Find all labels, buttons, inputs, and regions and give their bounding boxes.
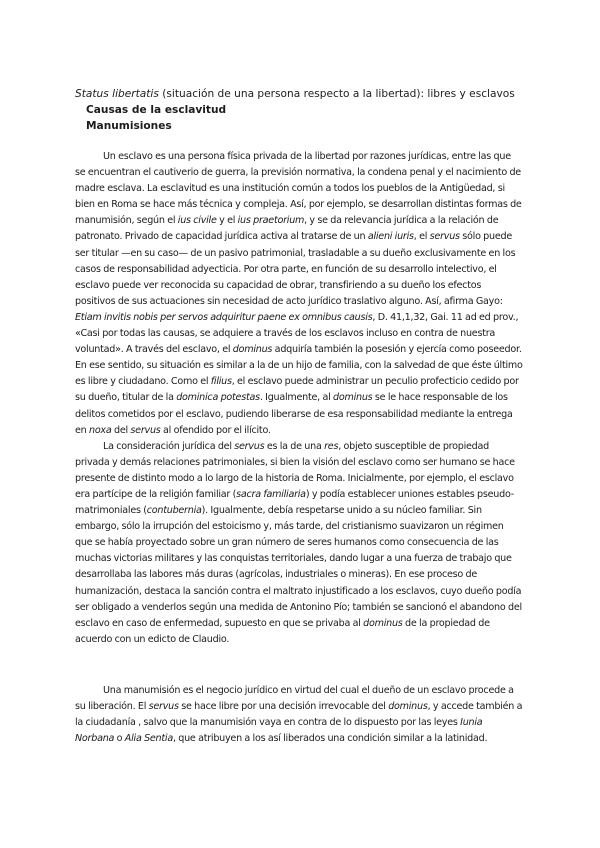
text-run: sólo puede ser titular —en su caso— de un pasivo patrimonial, trasladable a su dueño exclusivamente en los casos de responsabilidad adyecticia. Por otra parte, en función de su desarrollo intelectivo, el esclavo puede ver reconocida su capacidad de obrar, transfiriendo a su dueño los efectos positivos de sus actuaciones sin necesidad de acto jurídico traslativo alguno. Así, afirma Gayo:	[75, 231, 516, 307]
italic-term: dominus	[388, 701, 428, 713]
text-run: , y accede también a la ciudadanía , salvo que la manumisión vaya en contra de lo dispuesto por las leyes	[75, 701, 523, 729]
text-run: ). Igualmente, debía respetarse unido a su núcleo familiar. Sin embargo, sólo la irrupción del estoicismo y, más tarde, del cristianismo suavizaron un régimen que se había proyectado sobre un gran número de seres humanos como consecuencia de las muchas victorias militares y las conquistas territoriales, dando lugar a una fuerza de trabajo que desarrollaba las labores más duras (agrícolas, industriales o mineras). En ese proceso de humanización, destaca la sanción contra el maltrato injustificado a los esclavos, cuyo dueño podía ser obligado a venderlos según una medida de Antonino Pío; también se sancionó el abandono del esclavo en caso de enfermedad, supuesto en que se privaba al	[75, 505, 522, 629]
text-run: y el	[216, 215, 238, 227]
text-run: se hace libre por una decisión irrevocable del	[178, 701, 389, 713]
text-run: La consideración jurídica del	[103, 440, 235, 452]
text-run: , que atribuyen a los así liberados una condición similar a la latinidad.	[172, 733, 488, 745]
italic-term: servus	[130, 424, 161, 436]
body-text-top	[75, 149, 523, 648]
title-rest: (situación de una persona respecto a la libertad): libres y esclavos	[158, 88, 515, 100]
text-run: , D. 41,1,32, Gai. 11 ad ed prov., «Casi por todas las causas, se adquiere a través de los esclavos incluso en contra de nuestra voluntad». A través del esclavo, el	[75, 311, 519, 356]
italic-term: ius civile	[177, 215, 217, 227]
subheading-causes: Causas de la esclavitud	[86, 104, 227, 116]
italic-term: filius	[210, 376, 232, 388]
italic-term: res	[324, 440, 339, 452]
text-run: se le hace responsable de los delitos cometidos por el esclavo, pudiendo liberarse de esa responsabilidad mediante la entrega en	[75, 392, 513, 436]
text-run: al ofendido por el ilícito.	[160, 424, 271, 436]
title-italic: Status libertatis	[75, 88, 159, 100]
text-run: del	[111, 424, 131, 436]
text-run: , el	[413, 231, 430, 243]
text-run: , el esclavo puede administrar un peculio profecticio cedido por su dueño, titular de la	[75, 376, 519, 404]
body-text-bottom	[75, 683, 523, 747]
text-run: . Igualmente, al	[259, 392, 334, 404]
italic-term: contubernia	[146, 505, 202, 517]
paragraph-2	[75, 439, 523, 648]
italic-term: Iunia Norbana	[75, 717, 483, 745]
italic-term: dominus	[333, 392, 373, 404]
italic-term: alieni iuris	[367, 231, 414, 243]
text-run: Una manumisión es el negocio jurídico en virtud del cual el dueño de un esclavo procede a su liberación. El	[75, 685, 514, 713]
section-title	[75, 86, 555, 103]
text-run: de la propiedad de acuerdo con un edicto de Claudio.	[75, 617, 490, 645]
text-run: , objeto susceptible de propiedad privada y demás relaciones patrimoniales, si bien la visión del esclavo como ser humano se hace presente de distinto modo a lo largo de la historia de Roma. Inicialmente, por ejemplo, el esclavo era partícipe de la religión familiar (	[75, 440, 515, 500]
italic-quote: Etiam invitis nobis per servos adquiritur paene ex omnibus causis	[75, 311, 373, 323]
text-run: o	[114, 733, 125, 745]
italic-term: servus	[429, 231, 460, 243]
italic-term: dominus	[363, 617, 403, 629]
text-run: , y se da relevancia jurídica a la relación de patronato. Privado de capacidad jurídica activa al tratarse de un	[75, 215, 499, 243]
italic-term: Alia Sentia	[124, 733, 173, 745]
paragraph-3	[75, 683, 523, 747]
italic-term: dominica potestas	[176, 392, 260, 404]
text-run: es la de una	[264, 440, 325, 452]
subheading-manumissions: Manumisiones	[86, 120, 172, 132]
italic-term: sacra familiaria	[236, 488, 306, 500]
italic-term: servus	[148, 701, 179, 713]
text-run: ) y podía establecer uniones estables pseudo-matrimoniales (	[75, 488, 514, 517]
text-run: adquiría también la posesión y ejercía como poseedor. En ese sentido, su situación es similar a la de un hijo de familia, con la salvedad de que éste último es libre y ciudadano. Como el	[75, 344, 523, 388]
paragraph-1	[75, 149, 523, 439]
italic-term: noxa	[88, 424, 112, 436]
italic-term: servus	[234, 440, 265, 452]
text-run: Un esclavo es una persona física privada de la libertad por razones jurídicas, entre las que se encuentran el cautiverio de guerra, la previsión normativa, la condena penal y el nacimiento de madre esclava. La esclavitud es una institución común a todos los pueblos de la Antigüedad, si bien en Roma se hace más técnica y compleja. Así, por ejemplo, se desarrollan distintas formas de manumisión, según el	[75, 151, 522, 227]
italic-term: dominus	[232, 344, 273, 356]
italic-term: ius praetorium	[237, 215, 305, 227]
